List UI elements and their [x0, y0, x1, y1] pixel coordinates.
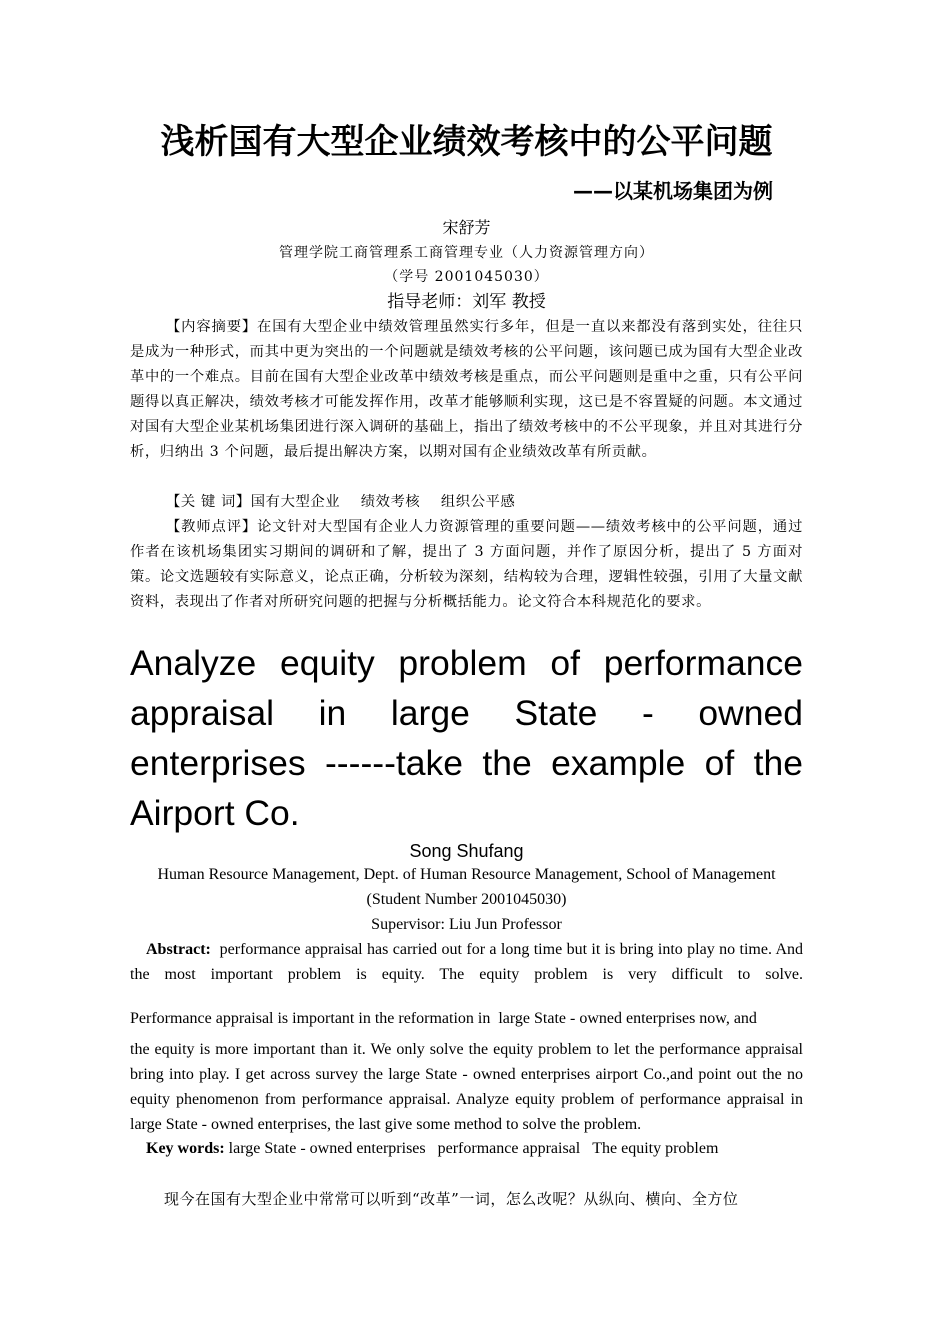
abstract-en-text-1: performance appraisal has carried out for a long time but it is bring into play no time. And the most important problem is equity. The equity problem is very difficult to solve. [130, 941, 804, 983]
teacher-comment-cn [130, 515, 803, 615]
keywords-cn [130, 490, 803, 515]
abstract-en-label: Abstract: [146, 941, 211, 958]
abstract-en-part1 [130, 937, 803, 987]
student-id-en: (Student Number 2001045030) [366, 891, 567, 908]
supervisor-en: Supervisor: Liu Jun Professor [371, 916, 562, 933]
abstract-en-text-2-rest: the equity is more important than it. We only solve the equity problem to let the performance appraisal bring into play. I get across survey the large State - owned enterprises airport Co.,and point out the no equity phenomenon from performance appraisal. Analyze equity problem of performance appraisal in large State - owned enterprises, the last give some method to solve the problem. [130, 1041, 803, 1133]
keywords-en-label: Key words: [146, 1140, 225, 1157]
body-text-cn: 现今在国有大型企业中常常可以听到“改革”一词，怎么改呢？从纵向、横向、全方位 [164, 1190, 739, 1208]
supervisor-cn: 指导老师：刘军 教授 [387, 292, 546, 312]
chinese-subtitle: ——以某机场集团为例 [573, 179, 773, 203]
abstract-cn-label: 【内容摘要】 [166, 319, 258, 335]
abstract-cn [130, 315, 803, 465]
teacher-comment-label: 【教师点评】 [166, 519, 258, 535]
abstract-cn-text: 在国有大型企业中绩效管理虽然实行多年，但是一直以来都没有落到实处，往往只是成为一种形式，而其中更为突出的一个问题就是绩效考核的公平问题，该问题已成为国有大型企业改革中的一个难点。目前在国有大型企业改革中绩效考核是重点，而公平问题则是重中之重，只有公平问题得以真正解决，绩效考核才可能发挥作用，改革才能够顺利实现，这已是不容置疑的问题。本文通过对国有大型企业某机场集团进行深入调研的基础上，指出了绩效考核中的不公平现象，并且对其进行分析，归纳出 3 个问题，最后提出解决方案，以期对国有企业绩效改革有所贡献。 [130, 319, 803, 460]
abstract-en-part2 [130, 1006, 803, 1137]
keyword-item: performance appraisal [437, 1140, 581, 1157]
student-id-cn: （学号 2001045030） [384, 269, 549, 285]
keyword-item: large State - owned enterprises [228, 1140, 426, 1157]
keywords-cn-text: 国有大型企业 绩效考核 组织公平感 [250, 494, 516, 510]
chinese-title: 浅析国有大型企业绩效考核中的公平问题 [160, 122, 773, 162]
department-en: Human Resource Management, Dept. of Human Resource Management, School of Management [157, 866, 776, 883]
english-title: Analyze equity problem of performance appraisal in large State - owned enterprises ------take the example of the Airport Co. [130, 643, 803, 833]
abstract-en-text-2-first: Performance appraisal is important in the reformation in large State - owned enterprises now, and [130, 1010, 757, 1027]
keyword-item: The equity problem [592, 1140, 719, 1157]
author-name-en: Song Shufang [409, 841, 524, 861]
teacher-comment-text: 论文针对大型国有企业人力资源管理的重要问题——绩效考核中的公平问题，通过作者在该机场集团实习期间的调研和了解，提出了 3 方面问题，并作了原因分析，提出了 5 方面对策。论文选题较有实际意义，论点正确，分析较为深刻，结构较为合理，逻辑性较强，引用了大量文献资料，表现出了作者对所研究问题的把握与分析概括能力。论文符合本科规范化的要求。 [130, 519, 803, 610]
department-cn: 管理学院工商管理系工商管理专业（人力资源管理方向） [279, 245, 654, 261]
keywords-en [130, 1136, 803, 1161]
author-name-cn: 宋舒芳 [442, 218, 491, 237]
keywords-cn-label: 【关 键 词】 [166, 494, 251, 510]
